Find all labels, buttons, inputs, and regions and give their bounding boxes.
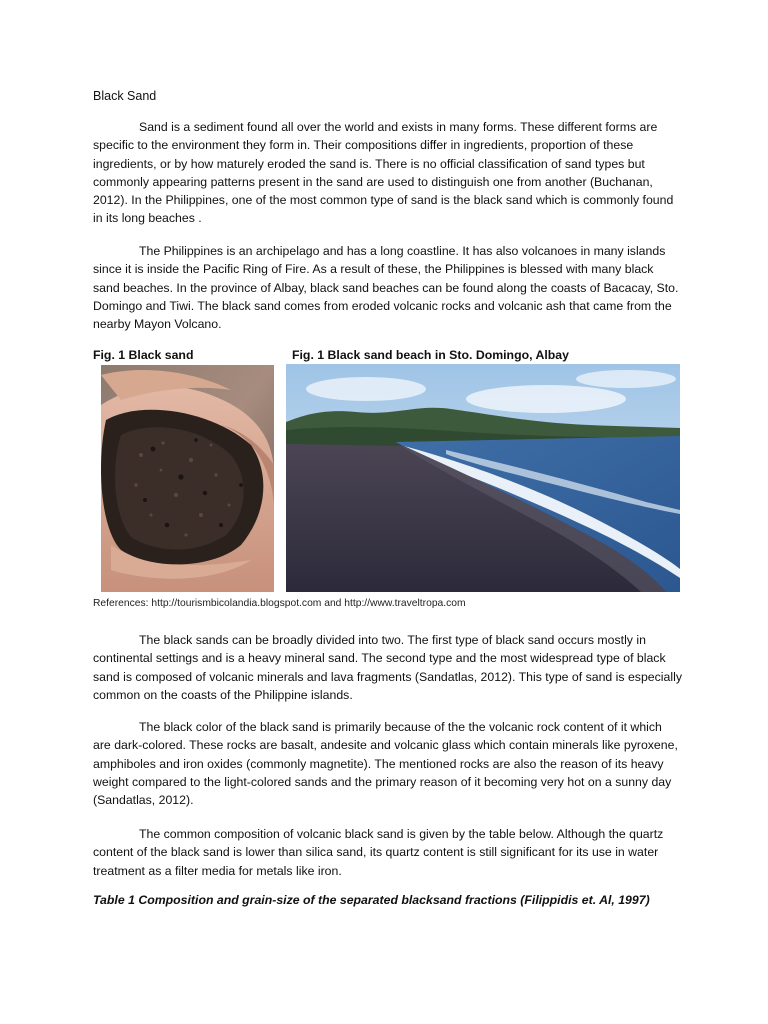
figure-caption-black-sand: Fig. 1 Black sand	[93, 348, 194, 362]
black-sand-hand-photo	[101, 365, 274, 592]
paragraph-color: The black color of the black sand is primarily because of the the volcanic rock content of it which are dark-colored. These rocks are basalt, andesite and volcanic glass which contain minerals like pyroxene, amphiboles and iron oxides (commonly magnetite). The mentioned rocks are also the reason of its heavy weight compared to the light-colored sands and the primary reason of it becoming very hot on a sunny day (Sandatlas, 2012).	[93, 720, 678, 808]
paragraph-sand-intro: Sand is a sediment found all over the world and exists in many forms. These different forms are specific to the environment they form in. Their compositions differ in ingredients, proportion of these ingredients, or by how maturely eroded the sand is. There is no official classification of sand types but commonly appearing patterns present in the sand are used to distinguish one from another (Buchanan, 2012). In the Philippines, one of the most common type of sand is the black sand which is commonly found in its long beaches .	[93, 120, 674, 226]
paragraph-philippines: The Philippines is an archipelago and has a long coastline. It has also volcanoes in many islands since it is inside the Pacific Ring of Fire. As a result of these, the Philippines is blessed with many black sand beaches. In the province of Albay, black sand beaches can be found along the coasts of Bacacay, Sto. Domingo and Tiwi. The black sand comes from eroded volcanic rocks and volcanic ash that came from the nearby Mayon Volcano.	[93, 244, 679, 332]
references-text: References: http://tourismbicolandia.blogspot.com and http://www.traveltropa.com	[93, 598, 466, 609]
figure-caption-beach: Fig. 1 Black sand beach in Sto. Domingo, Albay	[292, 348, 569, 362]
table-caption: Table 1 Composition and grain-size of the separated blacksand fractions (Filippidis et. Al, 1997)	[93, 893, 650, 907]
black-sand-beach-photo	[286, 364, 680, 592]
paragraph-types: The black sands can be broadly divided into two. The first type of black sand occurs mostly in continental settings and is a heavy mineral sand. The second type and the most widespread type of black sand is composed of volcanic minerals and lava fragments (Sandatlas, 2012). This type of sand is especially common on the coasts of the Philippine islands.	[93, 633, 682, 702]
paragraph-composition: The common composition of volcanic black sand is given by the table below. Although the quartz content of the black sand is lower than silica sand, its quartz content is still significant for its use in water treatment as a filter media for metals like iron.	[93, 827, 664, 878]
document-title: Black Sand	[93, 89, 157, 103]
